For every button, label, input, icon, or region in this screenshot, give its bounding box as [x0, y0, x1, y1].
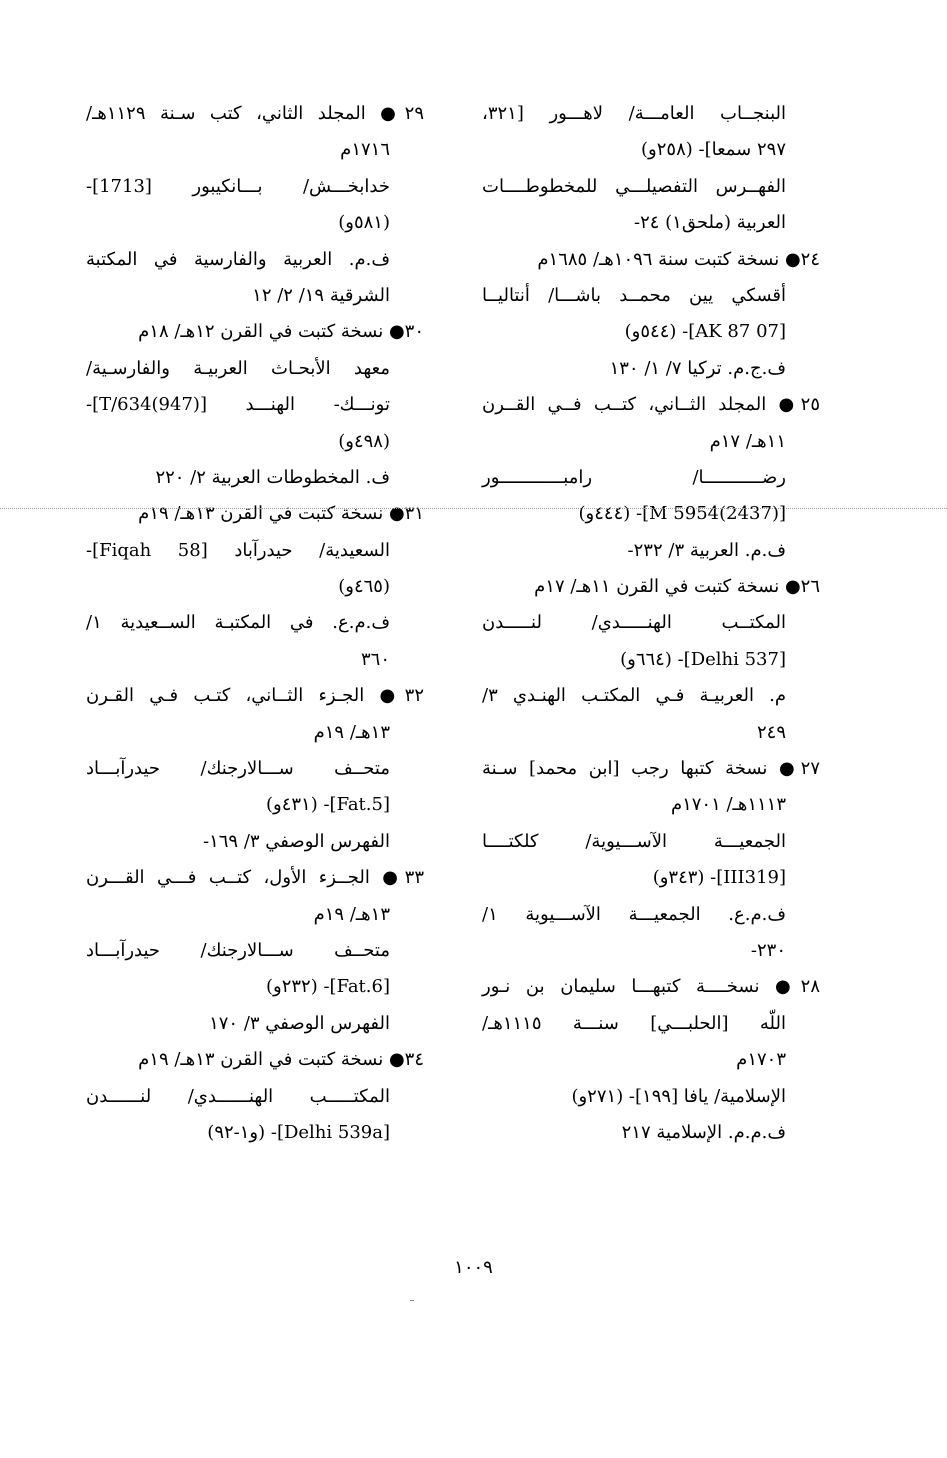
- entry-detail-line: المكتـــــب الهنــــــدي/ لنــــــدن: [86, 1085, 390, 1107]
- entry-detail-line: [(2437)5954 M]- (٤٤٤و): [578, 503, 786, 525]
- entry-detail-line: ف.م.م. الإسلامية ٢١٧: [621, 1121, 786, 1143]
- entry-detail-line: الفهرس الوصفي ٣/ ١٦٩-: [203, 830, 390, 852]
- entry-detail-line: الجمعيـــة الآســـيوية/ كلكتــــا: [482, 830, 786, 852]
- left-column: [86, 96, 424, 1151]
- entry-detail-line: ١٧٠٣م: [736, 1049, 786, 1071]
- entry-detail-line: [Delhi 537]- (٦٦٤و): [620, 648, 786, 670]
- entry-detail-line: [III319]- (٣٤٣و): [652, 867, 786, 889]
- right-column: [482, 96, 820, 1151]
- entry-detail-line: البنجــاب العامـــة/ لاهـــور [٣٢١،: [482, 103, 786, 124]
- entry-detail-line: الفهرس الوصفي ٣/ ١٧٠: [209, 1012, 390, 1034]
- entry-heading-line: ٢٨● نسخــــة كتبهـــا سليمان بن نـور: [482, 976, 820, 998]
- entry-detail-line: الفهــرس التفصيلـــي للمخطوطــــات: [482, 175, 786, 197]
- entry-detail-line: ف.م. العربية ٣/ ٢٣٢-: [627, 539, 786, 561]
- entry-detail-line: ٢٤٩: [756, 721, 786, 743]
- entry-detail-line: [Delhi 539a]- (و١-٩٢): [207, 1121, 390, 1143]
- entry-heading-line: ٢٧● نسخة كتبها رجب [ابن محمد] سـنة: [482, 758, 820, 780]
- entry-detail-line: ٢٩٧ سمعا]- (٢٥٨و): [641, 139, 786, 161]
- entry-heading-line: ٢٥● المجلد الثــاني، كتــب فــي القــرن: [482, 394, 820, 416]
- entry-detail-line: [07 AK 87]- (٥٤٤و): [624, 321, 786, 343]
- entry-detail-line: أقسكي يين محمــد باشـــا/ أنتاليــا: [482, 284, 786, 306]
- entry-heading-line: ٣٢● الجـزء الثــاني، كتـب فـي القـرن: [86, 685, 424, 707]
- entry-detail-line: ١١هـ/ ١٧م: [709, 430, 786, 452]
- entry-detail-line: السعيدية/ حيدرآباد [Fiqah 58]-: [86, 539, 390, 561]
- entry-detail-line: معهد الأبحـاث العربيـة والفارسـية/: [86, 357, 390, 379]
- entry-detail-line: (٤٦٥و): [338, 576, 390, 598]
- entry-heading-line: ٣٤● نسخة كتبت في القرن ١٣هـ/ ١٩م: [138, 1049, 424, 1071]
- entry-detail-line: تونـــك- الهنـــد [T/634(947)]-: [86, 394, 390, 416]
- entry-detail-line: الإسلامية/ يافا [١٩٩]- (٢٧١و): [571, 1085, 786, 1107]
- entry-detail-line: ١١١٣هـ/ ١٧٠١م: [670, 794, 786, 816]
- entry-detail-line: ٢٣٠-: [750, 939, 786, 961]
- entry-detail-line: ف.م.ع. في المكتبـة الســعيدية ١/: [86, 612, 390, 634]
- entry-detail-line: (٤٩٨و): [338, 430, 390, 452]
- entry-heading-line: ٣١● نسخة كتبت في القرن ١٣هـ/ ١٩م: [138, 503, 424, 525]
- entry-detail-line: رضـــــــــــا/ رامبــــــــــــور: [482, 466, 786, 488]
- entry-detail-line: خدابخـــش/ بـــانكيبور [1713]-: [86, 175, 390, 197]
- entry-detail-line: المكتــب الهنـــــدي/ لنـــــدن: [482, 612, 786, 634]
- scan-fold-line: [0, 508, 947, 509]
- entry-detail-line: [Fat.5]- (٤٣١و): [265, 794, 390, 816]
- entry-detail-line: متحــف ســـالارجنك/ حيدرآبـــاد: [86, 758, 390, 780]
- scan-mark: [410, 1300, 414, 1301]
- entry-detail-line: متحــف ســـالارجنك/ حيدرآبـــاد: [86, 939, 390, 961]
- entry-detail-line: ١٣هـ/ ١٩م: [313, 721, 390, 743]
- entry-heading-line: ٢٤● نسخة كتبت سنة ١٠٩٦هـ/ ١٦٨٥م: [537, 248, 820, 270]
- entry-detail-line: (٥٨١و): [338, 212, 390, 234]
- entry-detail-line: [Fat.6]- (٢٣٢و): [265, 976, 390, 998]
- entry-detail-line: العربية (ملحق١) ٢٤-: [633, 212, 786, 234]
- page-number: ١٠٠٩: [454, 1257, 493, 1278]
- entry-detail-line: ف.م. العربية والفارسية في المكتبة: [86, 248, 390, 270]
- entry-detail-line: ١٣هـ/ ١٩م: [313, 903, 390, 925]
- entry-heading-line: ٣٠● نسخة كتبت في القرن ١٢هـ/ ١٨م: [138, 321, 424, 343]
- entry-heading-line: ٣٣● الجــزء الأول، كتــب فـــي القـــرن: [86, 867, 424, 889]
- entry-detail-line: ف.م.ع. الجمعيـــة الآســـيوية ١/: [482, 903, 786, 925]
- entry-detail-line: ١٧١٦م: [340, 139, 390, 161]
- entry-detail-line: اللّه [الحلبـــي] سنـــة ١١١٥هـ/: [482, 1012, 786, 1034]
- entry-detail-line: ٣٦٠: [360, 648, 390, 670]
- entry-detail-line: ف. المخطوطات العربية ٢/ ٢٢٠: [155, 466, 390, 488]
- entry-detail-line: ف.ج.م. تركيا ٧/ ١/ ١٣٠: [609, 357, 786, 379]
- entry-heading-line: ٢٩● المجلد الثاني، كتب سـنة ١١٢٩هـ/: [86, 103, 424, 124]
- entry-detail-line: م. العربيـة فـي المكتـب الهنـدي ٣/: [482, 685, 786, 707]
- entry-detail-line: الشرقية ١٩/ ٢/ ١٢: [252, 284, 390, 306]
- entry-heading-line: ٢٦● نسخة كتبت في القرن ١١هـ/ ١٧م: [534, 576, 820, 598]
